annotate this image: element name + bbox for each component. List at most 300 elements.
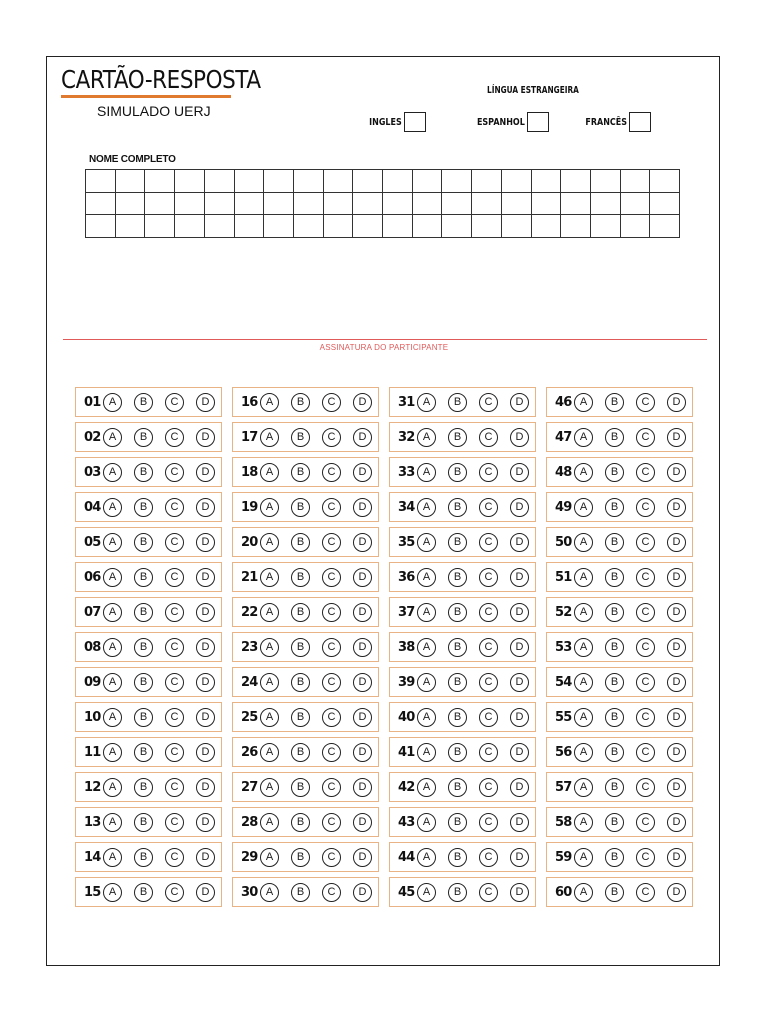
answer-bubble-d[interactable]: D	[353, 708, 372, 727]
answer-bubble-c[interactable]: C	[636, 778, 655, 797]
name-letter-cell[interactable]	[561, 170, 591, 193]
answer-bubble-c[interactable]: C	[322, 533, 341, 552]
answer-bubble-a[interactable]: A	[103, 568, 122, 587]
language-checkbox-frances[interactable]	[629, 112, 651, 132]
answer-bubble-a[interactable]: A	[574, 393, 593, 412]
answer-bubble-a[interactable]: A	[260, 533, 279, 552]
answer-bubble-c[interactable]: C	[322, 393, 341, 412]
answer-bubble-b[interactable]: B	[134, 428, 153, 447]
answer-bubble-d[interactable]: D	[510, 673, 529, 692]
answer-bubble-d[interactable]: D	[667, 498, 686, 517]
answer-bubble-b[interactable]: B	[291, 393, 310, 412]
answer-bubble-c[interactable]: C	[479, 883, 498, 902]
answer-bubble-d[interactable]: D	[196, 778, 215, 797]
answer-bubble-c[interactable]: C	[165, 743, 184, 762]
answer-bubble-b[interactable]: B	[134, 533, 153, 552]
answer-bubble-c[interactable]: C	[322, 813, 341, 832]
answer-bubble-d[interactable]: D	[510, 883, 529, 902]
name-letter-cell[interactable]	[294, 215, 324, 238]
name-letter-cell[interactable]	[145, 215, 175, 238]
answer-bubble-d[interactable]: D	[667, 533, 686, 552]
answer-bubble-b[interactable]: B	[291, 498, 310, 517]
answer-bubble-b[interactable]: B	[291, 883, 310, 902]
name-letter-cell[interactable]	[502, 193, 532, 216]
name-letter-cell[interactable]	[413, 170, 443, 193]
answer-bubble-b[interactable]: B	[134, 393, 153, 412]
answer-bubble-a[interactable]: A	[260, 463, 279, 482]
answer-bubble-c[interactable]: C	[322, 428, 341, 447]
name-letter-cell[interactable]	[532, 215, 562, 238]
answer-bubble-a[interactable]: A	[574, 848, 593, 867]
answer-bubble-b[interactable]: B	[291, 743, 310, 762]
answer-bubble-c[interactable]: C	[322, 603, 341, 622]
answer-bubble-c[interactable]: C	[479, 743, 498, 762]
answer-bubble-b[interactable]: B	[291, 638, 310, 657]
answer-bubble-b[interactable]: B	[448, 603, 467, 622]
name-letter-cell[interactable]	[86, 193, 116, 216]
answer-bubble-d[interactable]: D	[510, 393, 529, 412]
answer-bubble-c[interactable]: C	[165, 498, 184, 517]
answer-bubble-c[interactable]: C	[165, 638, 184, 657]
answer-bubble-d[interactable]: D	[353, 638, 372, 657]
answer-bubble-c[interactable]: C	[322, 848, 341, 867]
answer-bubble-c[interactable]: C	[479, 428, 498, 447]
answer-bubble-b[interactable]: B	[134, 778, 153, 797]
answer-bubble-a[interactable]: A	[103, 533, 122, 552]
answer-bubble-b[interactable]: B	[134, 603, 153, 622]
answer-bubble-b[interactable]: B	[605, 673, 624, 692]
answer-bubble-d[interactable]: D	[353, 883, 372, 902]
answer-bubble-b[interactable]: B	[291, 533, 310, 552]
answer-bubble-d[interactable]: D	[196, 673, 215, 692]
answer-bubble-d[interactable]: D	[196, 743, 215, 762]
answer-bubble-c[interactable]: C	[636, 568, 655, 587]
answer-bubble-d[interactable]: D	[667, 463, 686, 482]
answer-bubble-b[interactable]: B	[448, 393, 467, 412]
answer-bubble-c[interactable]: C	[479, 708, 498, 727]
language-checkbox-ingles[interactable]	[404, 112, 426, 132]
answer-bubble-d[interactable]: D	[510, 498, 529, 517]
answer-bubble-c[interactable]: C	[165, 533, 184, 552]
answer-bubble-a[interactable]: A	[574, 428, 593, 447]
answer-bubble-b[interactable]: B	[291, 428, 310, 447]
answer-bubble-a[interactable]: A	[260, 638, 279, 657]
name-letter-cell[interactable]	[145, 170, 175, 193]
answer-bubble-c[interactable]: C	[636, 428, 655, 447]
answer-bubble-a[interactable]: A	[417, 533, 436, 552]
name-letter-cell[interactable]	[353, 170, 383, 193]
answer-bubble-b[interactable]: B	[134, 673, 153, 692]
answer-bubble-c[interactable]: C	[479, 778, 498, 797]
answer-bubble-b[interactable]: B	[448, 743, 467, 762]
answer-bubble-a[interactable]: A	[417, 883, 436, 902]
answer-bubble-d[interactable]: D	[353, 813, 372, 832]
answer-bubble-b[interactable]: B	[448, 813, 467, 832]
answer-bubble-d[interactable]: D	[353, 498, 372, 517]
answer-bubble-d[interactable]: D	[667, 393, 686, 412]
answer-bubble-c[interactable]: C	[636, 498, 655, 517]
answer-bubble-b[interactable]: B	[291, 568, 310, 587]
answer-bubble-a[interactable]: A	[574, 743, 593, 762]
name-letter-cell[interactable]	[532, 170, 562, 193]
answer-bubble-a[interactable]: A	[417, 638, 436, 657]
answer-bubble-d[interactable]: D	[196, 603, 215, 622]
answer-bubble-d[interactable]: D	[196, 428, 215, 447]
name-letter-cell[interactable]	[175, 193, 205, 216]
answer-bubble-b[interactable]: B	[448, 428, 467, 447]
answer-bubble-c[interactable]: C	[479, 568, 498, 587]
answer-bubble-d[interactable]: D	[196, 708, 215, 727]
name-letter-cell[interactable]	[591, 193, 621, 216]
answer-bubble-d[interactable]: D	[196, 393, 215, 412]
answer-bubble-d[interactable]: D	[510, 428, 529, 447]
name-letter-cell[interactable]	[621, 193, 651, 216]
answer-bubble-c[interactable]: C	[479, 498, 498, 517]
answer-bubble-b[interactable]: B	[605, 778, 624, 797]
answer-bubble-b[interactable]: B	[605, 813, 624, 832]
answer-bubble-a[interactable]: A	[574, 498, 593, 517]
name-letter-cell[interactable]	[591, 170, 621, 193]
name-letter-cell[interactable]	[621, 215, 651, 238]
answer-bubble-a[interactable]: A	[260, 603, 279, 622]
answer-bubble-b[interactable]: B	[291, 603, 310, 622]
name-letter-cell[interactable]	[264, 170, 294, 193]
answer-bubble-b[interactable]: B	[134, 883, 153, 902]
language-checkbox-espanhol[interactable]	[527, 112, 549, 132]
answer-bubble-a[interactable]: A	[417, 743, 436, 762]
answer-bubble-d[interactable]: D	[196, 638, 215, 657]
answer-bubble-b[interactable]: B	[605, 708, 624, 727]
answer-bubble-c[interactable]: C	[479, 813, 498, 832]
name-letter-cell[interactable]	[442, 193, 472, 216]
answer-bubble-d[interactable]: D	[510, 778, 529, 797]
answer-bubble-c[interactable]: C	[165, 603, 184, 622]
name-letter-cell[interactable]	[116, 193, 146, 216]
name-letter-cell[interactable]	[472, 193, 502, 216]
answer-bubble-a[interactable]: A	[574, 463, 593, 482]
answer-bubble-c[interactable]: C	[165, 463, 184, 482]
answer-bubble-b[interactable]: B	[605, 568, 624, 587]
answer-bubble-c[interactable]: C	[322, 463, 341, 482]
name-letter-cell[interactable]	[294, 170, 324, 193]
answer-bubble-d[interactable]: D	[510, 813, 529, 832]
answer-bubble-d[interactable]: D	[353, 743, 372, 762]
name-letter-cell[interactable]	[442, 170, 472, 193]
answer-bubble-b[interactable]: B	[134, 813, 153, 832]
name-letter-cell[interactable]	[116, 215, 146, 238]
answer-bubble-b[interactable]: B	[134, 463, 153, 482]
answer-bubble-a[interactable]: A	[417, 813, 436, 832]
answer-bubble-a[interactable]: A	[103, 638, 122, 657]
answer-bubble-d[interactable]: D	[196, 848, 215, 867]
answer-bubble-c[interactable]: C	[636, 603, 655, 622]
answer-bubble-a[interactable]: A	[260, 813, 279, 832]
answer-bubble-a[interactable]: A	[103, 743, 122, 762]
answer-bubble-a[interactable]: A	[260, 778, 279, 797]
answer-bubble-b[interactable]: B	[291, 848, 310, 867]
answer-bubble-d[interactable]: D	[353, 673, 372, 692]
name-letter-cell[interactable]	[294, 193, 324, 216]
name-letter-cell[interactable]	[472, 215, 502, 238]
answer-bubble-c[interactable]: C	[322, 743, 341, 762]
name-letter-cell[interactable]	[383, 193, 413, 216]
answer-bubble-a[interactable]: A	[574, 883, 593, 902]
answer-bubble-c[interactable]: C	[165, 673, 184, 692]
answer-bubble-d[interactable]: D	[196, 883, 215, 902]
name-letter-cell[interactable]	[621, 170, 651, 193]
name-letter-cell[interactable]	[413, 193, 443, 216]
answer-bubble-c[interactable]: C	[636, 393, 655, 412]
answer-bubble-b[interactable]: B	[448, 498, 467, 517]
answer-bubble-a[interactable]: A	[260, 568, 279, 587]
name-letter-cell[interactable]	[264, 215, 294, 238]
answer-bubble-b[interactable]: B	[448, 883, 467, 902]
name-letter-cell[interactable]	[383, 215, 413, 238]
answer-bubble-b[interactable]: B	[134, 568, 153, 587]
answer-bubble-d[interactable]: D	[667, 708, 686, 727]
name-letter-cell[interactable]	[235, 215, 265, 238]
name-letter-cell[interactable]	[353, 193, 383, 216]
answer-bubble-d[interactable]: D	[196, 813, 215, 832]
answer-bubble-c[interactable]: C	[165, 708, 184, 727]
answer-bubble-c[interactable]: C	[636, 813, 655, 832]
name-letter-cell[interactable]	[324, 170, 354, 193]
name-letter-cell[interactable]	[235, 170, 265, 193]
name-letter-cell[interactable]	[264, 193, 294, 216]
answer-bubble-d[interactable]: D	[196, 568, 215, 587]
answer-bubble-c[interactable]: C	[322, 638, 341, 657]
answer-bubble-a[interactable]: A	[103, 393, 122, 412]
answer-bubble-b[interactable]: B	[291, 463, 310, 482]
answer-bubble-d[interactable]: D	[667, 603, 686, 622]
answer-bubble-a[interactable]: A	[574, 673, 593, 692]
answer-bubble-b[interactable]: B	[605, 638, 624, 657]
answer-bubble-b[interactable]: B	[448, 533, 467, 552]
answer-bubble-a[interactable]: A	[260, 673, 279, 692]
answer-bubble-d[interactable]: D	[510, 743, 529, 762]
name-letter-cell[interactable]	[205, 170, 235, 193]
answer-bubble-c[interactable]: C	[322, 498, 341, 517]
answer-bubble-d[interactable]: D	[667, 883, 686, 902]
name-letter-cell[interactable]	[205, 193, 235, 216]
answer-bubble-a[interactable]: A	[103, 708, 122, 727]
answer-bubble-a[interactable]: A	[417, 463, 436, 482]
answer-bubble-c[interactable]: C	[479, 463, 498, 482]
answer-bubble-b[interactable]: B	[134, 498, 153, 517]
answer-bubble-d[interactable]: D	[510, 603, 529, 622]
answer-bubble-c[interactable]: C	[322, 883, 341, 902]
answer-bubble-c[interactable]: C	[165, 778, 184, 797]
answer-bubble-d[interactable]: D	[353, 848, 372, 867]
answer-bubble-d[interactable]: D	[667, 743, 686, 762]
answer-bubble-a[interactable]: A	[260, 743, 279, 762]
answer-bubble-d[interactable]: D	[510, 533, 529, 552]
answer-bubble-d[interactable]: D	[667, 673, 686, 692]
answer-bubble-a[interactable]: A	[103, 778, 122, 797]
answer-bubble-b[interactable]: B	[291, 778, 310, 797]
answer-bubble-b[interactable]: B	[448, 568, 467, 587]
name-letter-cell[interactable]	[561, 215, 591, 238]
language-option-ingles[interactable]	[361, 111, 426, 133]
answer-bubble-a[interactable]: A	[417, 673, 436, 692]
language-option-frances[interactable]	[575, 111, 651, 133]
answer-bubble-d[interactable]: D	[510, 848, 529, 867]
answer-bubble-b[interactable]: B	[291, 708, 310, 727]
answer-bubble-c[interactable]: C	[636, 883, 655, 902]
answer-bubble-d[interactable]: D	[353, 533, 372, 552]
answer-bubble-b[interactable]: B	[605, 498, 624, 517]
answer-bubble-a[interactable]: A	[417, 498, 436, 517]
answer-bubble-b[interactable]: B	[605, 603, 624, 622]
answer-bubble-b[interactable]: B	[605, 883, 624, 902]
answer-bubble-c[interactable]: C	[479, 673, 498, 692]
answer-bubble-d[interactable]: D	[353, 393, 372, 412]
answer-bubble-d[interactable]: D	[667, 568, 686, 587]
name-letter-cell[interactable]	[650, 193, 680, 216]
answer-bubble-d[interactable]: D	[667, 428, 686, 447]
answer-bubble-a[interactable]: A	[417, 848, 436, 867]
name-letter-cell[interactable]	[591, 215, 621, 238]
name-letter-cell[interactable]	[175, 215, 205, 238]
answer-bubble-a[interactable]: A	[574, 533, 593, 552]
answer-bubble-a[interactable]: A	[103, 603, 122, 622]
name-letter-cell[interactable]	[383, 170, 413, 193]
answer-bubble-d[interactable]: D	[667, 638, 686, 657]
answer-bubble-a[interactable]: A	[103, 498, 122, 517]
answer-bubble-b[interactable]: B	[134, 848, 153, 867]
answer-bubble-c[interactable]: C	[479, 533, 498, 552]
answer-bubble-d[interactable]: D	[667, 778, 686, 797]
answer-bubble-d[interactable]: D	[353, 603, 372, 622]
name-letter-cell[interactable]	[650, 170, 680, 193]
answer-bubble-c[interactable]: C	[479, 393, 498, 412]
name-letter-cell[interactable]	[116, 170, 146, 193]
answer-bubble-c[interactable]: C	[479, 848, 498, 867]
answer-bubble-c[interactable]: C	[322, 568, 341, 587]
answer-bubble-b[interactable]: B	[605, 848, 624, 867]
answer-bubble-c[interactable]: C	[165, 813, 184, 832]
answer-bubble-c[interactable]: C	[322, 778, 341, 797]
answer-bubble-c[interactable]: C	[322, 673, 341, 692]
answer-bubble-c[interactable]: C	[165, 393, 184, 412]
name-letter-cell[interactable]	[532, 193, 562, 216]
answer-bubble-a[interactable]: A	[574, 813, 593, 832]
answer-bubble-b[interactable]: B	[134, 708, 153, 727]
answer-bubble-b[interactable]: B	[134, 638, 153, 657]
name-letter-cell[interactable]	[353, 215, 383, 238]
answer-bubble-a[interactable]: A	[103, 883, 122, 902]
answer-bubble-a[interactable]: A	[417, 778, 436, 797]
answer-bubble-d[interactable]: D	[667, 848, 686, 867]
answer-bubble-a[interactable]: A	[417, 568, 436, 587]
answer-bubble-a[interactable]: A	[417, 708, 436, 727]
name-letter-cell[interactable]	[86, 215, 116, 238]
answer-bubble-d[interactable]: D	[353, 568, 372, 587]
answer-bubble-a[interactable]: A	[260, 428, 279, 447]
answer-bubble-b[interactable]: B	[291, 673, 310, 692]
answer-bubble-b[interactable]: B	[448, 463, 467, 482]
answer-bubble-a[interactable]: A	[574, 603, 593, 622]
answer-bubble-c[interactable]: C	[636, 848, 655, 867]
language-option-espanhol[interactable]	[465, 111, 549, 133]
name-letter-cell[interactable]	[205, 215, 235, 238]
answer-bubble-a[interactable]: A	[260, 498, 279, 517]
answer-bubble-b[interactable]: B	[134, 743, 153, 762]
answer-bubble-a[interactable]: A	[574, 568, 593, 587]
answer-bubble-a[interactable]: A	[260, 708, 279, 727]
answer-bubble-a[interactable]: A	[417, 603, 436, 622]
answer-bubble-d[interactable]: D	[510, 708, 529, 727]
answer-bubble-b[interactable]: B	[448, 638, 467, 657]
answer-bubble-b[interactable]: B	[448, 848, 467, 867]
answer-bubble-c[interactable]: C	[165, 568, 184, 587]
answer-bubble-a[interactable]: A	[260, 848, 279, 867]
name-letter-cell[interactable]	[650, 215, 680, 238]
answer-bubble-a[interactable]: A	[417, 428, 436, 447]
answer-bubble-c[interactable]: C	[636, 708, 655, 727]
answer-bubble-a[interactable]: A	[574, 638, 593, 657]
answer-bubble-c[interactable]: C	[636, 638, 655, 657]
name-letter-cell[interactable]	[472, 170, 502, 193]
answer-bubble-b[interactable]: B	[448, 708, 467, 727]
answer-bubble-b[interactable]: B	[605, 463, 624, 482]
answer-bubble-c[interactable]: C	[165, 848, 184, 867]
name-letter-cell[interactable]	[502, 170, 532, 193]
answer-bubble-b[interactable]: B	[291, 813, 310, 832]
answer-bubble-c[interactable]: C	[479, 603, 498, 622]
answer-bubble-d[interactable]: D	[510, 463, 529, 482]
name-letter-cell[interactable]	[235, 193, 265, 216]
name-letter-cell[interactable]	[324, 215, 354, 238]
answer-bubble-a[interactable]: A	[574, 708, 593, 727]
answer-bubble-a[interactable]: A	[103, 463, 122, 482]
answer-bubble-d[interactable]: D	[667, 813, 686, 832]
answer-bubble-b[interactable]: B	[605, 393, 624, 412]
answer-bubble-a[interactable]: A	[260, 883, 279, 902]
answer-bubble-a[interactable]: A	[103, 848, 122, 867]
answer-bubble-a[interactable]: A	[103, 813, 122, 832]
answer-bubble-d[interactable]: D	[510, 638, 529, 657]
name-letter-cell[interactable]	[561, 193, 591, 216]
name-letter-cell[interactable]	[324, 193, 354, 216]
answer-bubble-d[interactable]: D	[196, 533, 215, 552]
answer-bubble-d[interactable]: D	[353, 463, 372, 482]
answer-bubble-a[interactable]: A	[103, 673, 122, 692]
answer-bubble-d[interactable]: D	[196, 498, 215, 517]
name-letter-cell[interactable]	[413, 215, 443, 238]
answer-bubble-a[interactable]: A	[574, 778, 593, 797]
name-letter-cell[interactable]	[86, 170, 116, 193]
answer-bubble-c[interactable]: C	[322, 708, 341, 727]
answer-bubble-b[interactable]: B	[448, 778, 467, 797]
answer-bubble-c[interactable]: C	[165, 428, 184, 447]
answer-bubble-b[interactable]: B	[605, 428, 624, 447]
answer-bubble-b[interactable]: B	[448, 673, 467, 692]
answer-bubble-d[interactable]: D	[510, 568, 529, 587]
answer-bubble-d[interactable]: D	[196, 463, 215, 482]
answer-bubble-c[interactable]: C	[165, 883, 184, 902]
answer-bubble-a[interactable]: A	[260, 393, 279, 412]
answer-bubble-c[interactable]: C	[636, 673, 655, 692]
answer-bubble-a[interactable]: A	[417, 393, 436, 412]
answer-bubble-c[interactable]: C	[636, 463, 655, 482]
answer-bubble-b[interactable]: B	[605, 533, 624, 552]
name-letter-cell[interactable]	[145, 193, 175, 216]
answer-bubble-d[interactable]: D	[353, 428, 372, 447]
name-letter-cell[interactable]	[175, 170, 205, 193]
answer-bubble-c[interactable]: C	[636, 743, 655, 762]
answer-bubble-a[interactable]: A	[103, 428, 122, 447]
